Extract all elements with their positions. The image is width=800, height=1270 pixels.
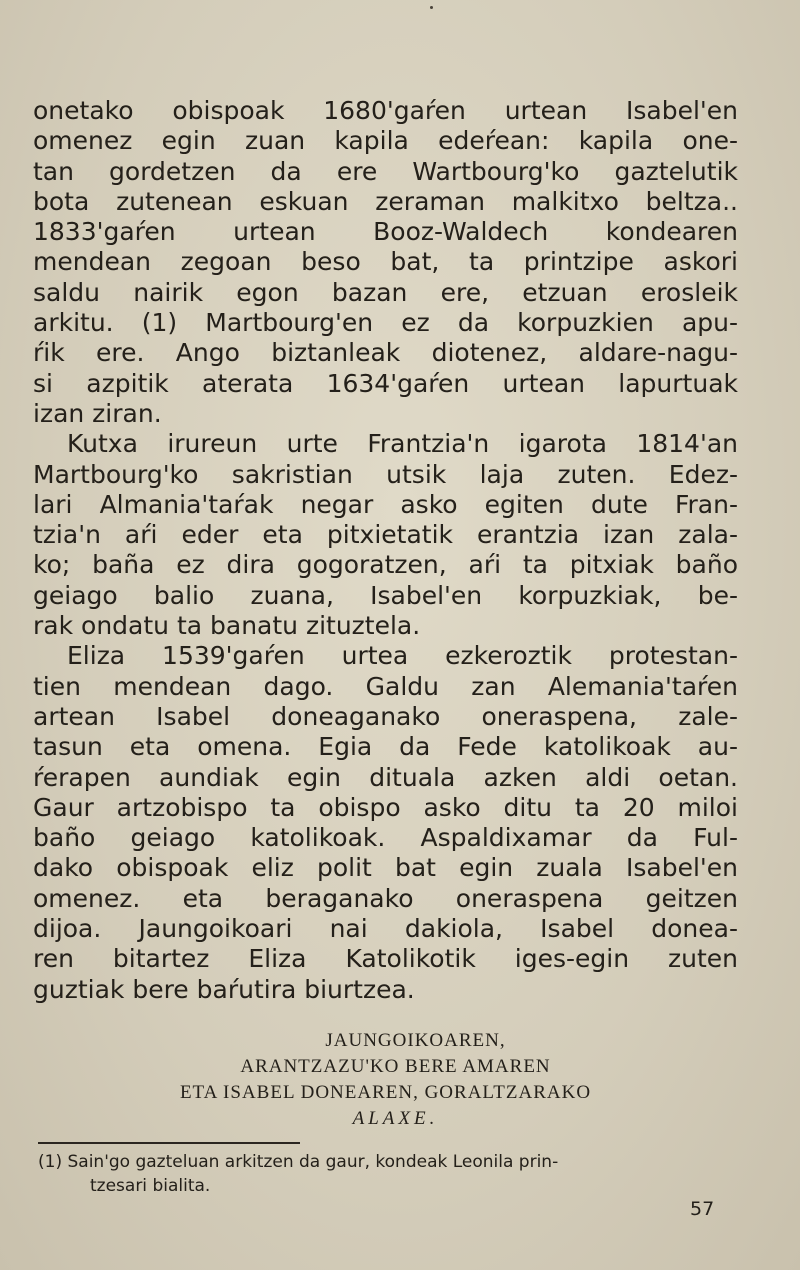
text-line: ko; baña ez dira gogoratzen, aŕi ta pitxiak baño: [33, 550, 738, 580]
page-number: 57: [690, 1198, 715, 1220]
text-line: omenez. eta beraganako oneraspena geitzen: [33, 883, 738, 913]
text-line: dako obispoak eliz polit bat egin zuala Isabel'en: [33, 853, 738, 883]
text-line: dijoa. Jaungoikoari nai dakiola, Isabel donea-: [33, 914, 738, 944]
footnote-divider: [38, 1142, 300, 1144]
text-line: baño geiago katolikoak. Aspaldixamar da Ful-: [33, 823, 738, 853]
text-line: geiago balio zuana, Isabel'en korpuzkiak, be-: [33, 580, 738, 610]
dedication-line: ETA ISABEL DONEAREN, GORALTZARAKO: [179, 1082, 592, 1103]
footnote: [38, 1150, 738, 1198]
text-line: bota zutenean eskuan zeraman malkitxo beltza..: [33, 186, 738, 216]
text-line: mendean zegoan beso bat, ta printzipe askori: [33, 247, 738, 277]
text-line: lari Almania'taŕak negar asko egiten dute Fran-: [33, 489, 738, 519]
text-line: tasun eta omena. Egia da Fede katolikoak au-: [33, 732, 738, 762]
text-line: ren bitartez Eliza Katolikotik iges-egin zuten: [33, 944, 738, 974]
text-line: saldu nairik egon bazan ere, etzuan erosleik: [33, 277, 738, 307]
text-line: Eliza 1539'gaŕen urtea ezkeroztik protestan-: [67, 641, 738, 671]
text-line: arkitu. (1) Martbourg'en ez da korpuzkien apu-: [33, 308, 738, 338]
text-line: Martbourg'ko sakristian utsik laja zuten. Edez-: [33, 459, 738, 489]
printing-speck: [430, 6, 433, 9]
main-text: [33, 96, 738, 1005]
text-line: izan ziran.: [33, 398, 162, 428]
text-line: Gaur artzobispo ta obispo asko ditu ta 20 miloi: [33, 792, 738, 822]
text-line: tzia'n aŕi eder eta pitxietatik erantzia izan zala-: [33, 520, 738, 550]
text-line: ŕik ere. Ango biztanleak diotenez, aldare-nagu-: [33, 338, 738, 368]
text-line: ŕerapen aundiak egin dituala azken aldi oetan.: [33, 762, 738, 792]
footnote-line: tzesari bialita.: [90, 1176, 211, 1196]
text-line: si azpitik aterata 1634'gaŕen urtean lapurtuak: [33, 368, 738, 398]
text-line: rak ondatu ta banatu zituztela.: [33, 611, 421, 641]
dedication-line: ARANTZAZU'KO BERE AMAREN: [240, 1056, 551, 1077]
text-line: tan gordetzen da ere Wartbourg'ko gaztelutik: [33, 156, 738, 186]
closing-dedication: [33, 1028, 738, 1132]
footnote-line: (1) Sain'go gazteluan arkitzen da gaur, kondeak Leonila prin-: [38, 1152, 559, 1172]
text-line: 1833'gaŕen urtean Booz-Waldech kondearen: [33, 217, 738, 247]
dedication-line: JAUNGOIKOAREN,: [325, 1030, 506, 1051]
text-line: guztiak bere baŕutira biurtzea.: [33, 974, 415, 1004]
text-line: tien mendean dago. Galdu zan Alemania'taŕen: [33, 671, 738, 701]
text-line: artean Isabel doneaganako oneraspena, zale-: [33, 701, 738, 731]
text-line: Kutxa irureun urte Frantzia'n igarota 1814'an: [67, 429, 738, 459]
text-line: onetako obispoak 1680'gaŕen urtean Isabel'en: [33, 96, 738, 125]
signature: ALAXE.: [352, 1108, 439, 1129]
text-line: omenez egin zuan kapila edeŕean: kapila one-: [33, 126, 738, 156]
